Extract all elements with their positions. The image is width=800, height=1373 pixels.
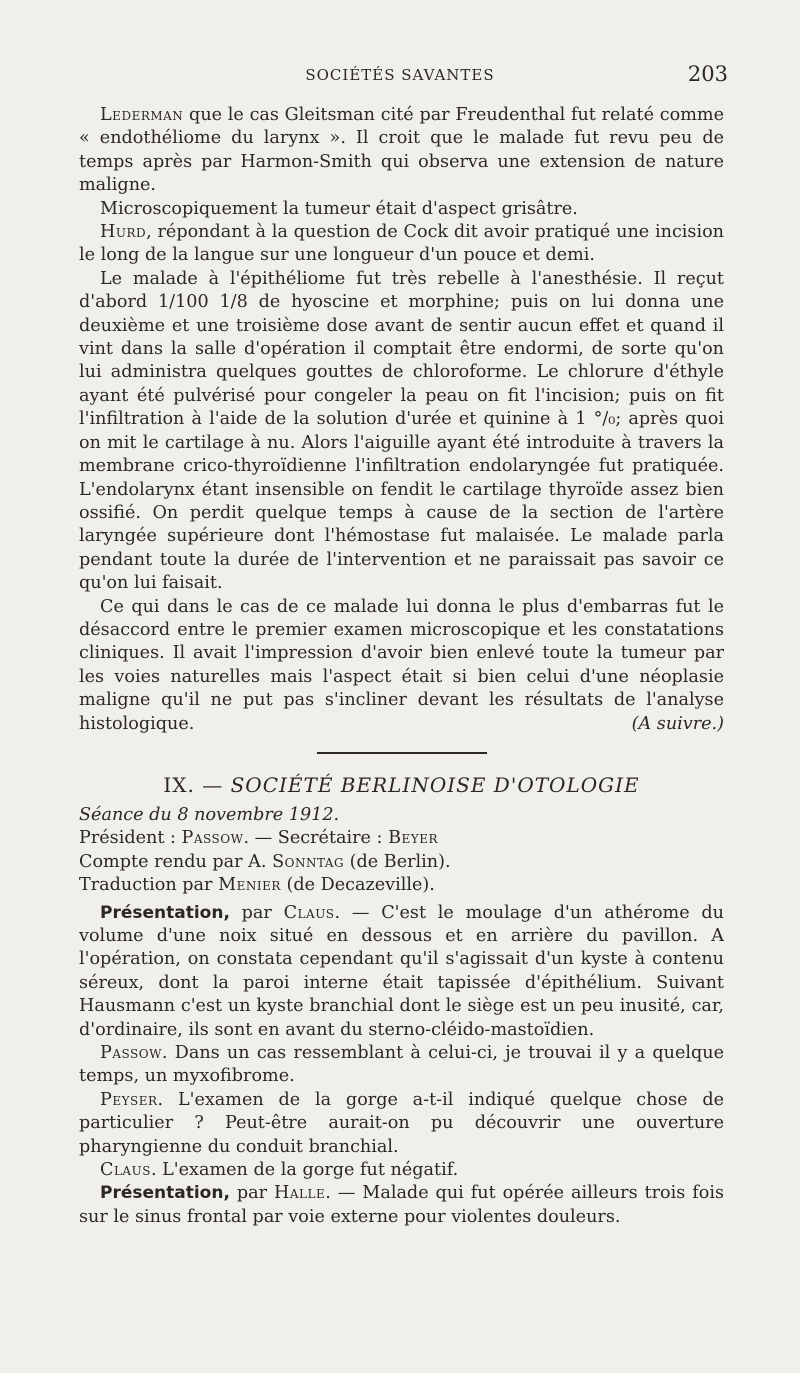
paragraph-text: . — C'est le moulage d'un athérome du volume d'une noix situé en dessous et en arrière du pavillon. A l'opération, on constata cependant qu'il s'agissait d'un kyste à contenu séreux, dont la paroi interne était tapissée d'épithélium. Suivant Hausmann c'est un kyste branchial dont le siège est un peu inusité, car, d'ordinaire, ils sont en avant du sterno-cléido-mastoïdien.	[79, 902, 724, 1040]
by-label: par	[229, 902, 284, 923]
presentation-label: Présentation,	[100, 1183, 230, 1204]
paragraph-presentation-halle	[79, 1182, 724, 1229]
report-name: Sonntag	[272, 851, 345, 872]
section-title-text: SOCIÉTÉ BERLINOISE D'OTOLOGIE	[230, 772, 640, 797]
report-label: Compte rendu par A.	[79, 851, 273, 872]
speaker-name: Peyser	[100, 1089, 158, 1110]
to-be-continued: (A suivre.)	[631, 713, 724, 734]
paragraph-text: . L'examen de la gorge fut négatif.	[150, 1160, 459, 1181]
paragraph-embarras	[79, 596, 724, 736]
report-line	[79, 851, 724, 874]
translation-place: (de Decazeville).	[280, 875, 435, 896]
paragraph-passow	[79, 1042, 724, 1089]
president-name: Passow	[181, 828, 244, 849]
report-place: (de Berlin).	[344, 851, 451, 872]
speaker-name: Hurd	[100, 222, 147, 243]
session-date: Séance du 8 novembre 1912.	[79, 804, 340, 825]
translation-label: Traduction par	[79, 875, 219, 896]
paragraph-text: que le cas Gleitsman cité par Freudenthal fut relaté comme « endothéliome du larynx ». Il croit que le malade fut revu peu de temps après par Harmon-Smith qui observa une extension de nature maligne.	[79, 105, 724, 196]
paragraph-text: Ce qui dans le cas de ce malade lui donna le plus d'embarras fut le désaccord entre le premier examen microscopique et les constatations cliniques. Il avait l'impression d'avoir bien enlevé toute la tumeur par les voies naturelles mais l'aspect était si bien celui d'une néoplasie maligne qu'il ne put pas s'incliner devant les résultats de l'analyse histologique.	[79, 596, 724, 734]
paragraph-hurd	[79, 221, 724, 268]
paragraph-peyser	[79, 1089, 724, 1159]
speaker-name: Passow	[100, 1043, 162, 1064]
section-title	[79, 772, 724, 798]
paragraph-text: . Dans un cas ressemblant à celui-ci, je trouvai il y a quelque temps, un myxofibrome.	[79, 1043, 724, 1087]
page-body	[79, 104, 724, 1229]
presentation-label: Présentation,	[100, 902, 230, 923]
running-head: SOCIÉTÉS SAVANTES	[305, 66, 495, 84]
speaker-name: Lederman	[100, 105, 184, 125]
translation-line	[79, 874, 724, 897]
paragraph-anesthesia: Le malade à l'épithéliome fut très rebelle à l'anesthésie. Il reçut d'abord 1/100 1/8 de hyoscine et morphine; puis on lui donna une deuxième et une troisième dose avant de sentir aucun effet et quand il vint dans la salle d'opération il comptait être endormi, de sorte qu'on lui administra quelques gouttes de chloroforme. Le chlorure d'éthyle ayant été pulvérisé pour congeler la peau on fit l'incision; puis on fit l'infiltration à l'aide de la solution d'urée et quinine à 1 °/₀; après quoi on mit le cartilage à nu. Alors l'aiguille ayant été introduite à travers la membrane crico-thyroïdienne l'infiltration endolaryngée fut pratiquée. L'endolarynx étant insensible on fendit le cartilage thyroïde assez bien ossifié. On perdit quelque temps à cause de la section de l'artère laryngée supérieure dont l'hémostase fut malaisée. Le malade parla pendant toute la durée de l'intervention et ne paraissait pas savoir ce qu'on lui faisait.	[79, 268, 724, 594]
section-divider	[317, 752, 487, 754]
speaker-name: Halle	[274, 1183, 326, 1204]
paragraph-text: . L'examen de la gorge a-t-il indiqué quelque chose de particulier ? Peut-être aurait-on pu découvrir une ouverture pharyngienne du conduit branchial.	[79, 1089, 724, 1157]
page-number: 203	[687, 62, 728, 86]
translation-name: Menier	[218, 875, 281, 896]
secretary-label: . — Secrétaire :	[243, 828, 389, 849]
speaker-name: Claus	[100, 1160, 151, 1181]
paragraph-lederman	[79, 104, 724, 198]
paragraph-text: . — Malade qui fut opérée ailleurs trois fois sur le sinus frontal par voie externe pour violentes douleurs.	[79, 1183, 724, 1227]
paragraph-microscopy: Microscopiquement la tumeur était d'aspect grisâtre.	[100, 198, 578, 219]
officers-line	[79, 827, 724, 850]
speaker-name: Claus	[283, 902, 335, 923]
secretary-name: Beyer	[388, 828, 438, 849]
page-header	[0, 62, 800, 92]
by-label: par	[229, 1183, 274, 1204]
paragraph-text: , répondant à la question de Cock dit avoir pratiqué une incision le long de la langue sur une longueur d'un pouce et demi.	[79, 222, 724, 266]
paragraph-claus-reply	[79, 1159, 724, 1182]
paragraph-presentation-claus	[79, 902, 724, 1042]
president-label: Président :	[79, 828, 182, 849]
section-number: IX. —	[163, 772, 224, 797]
